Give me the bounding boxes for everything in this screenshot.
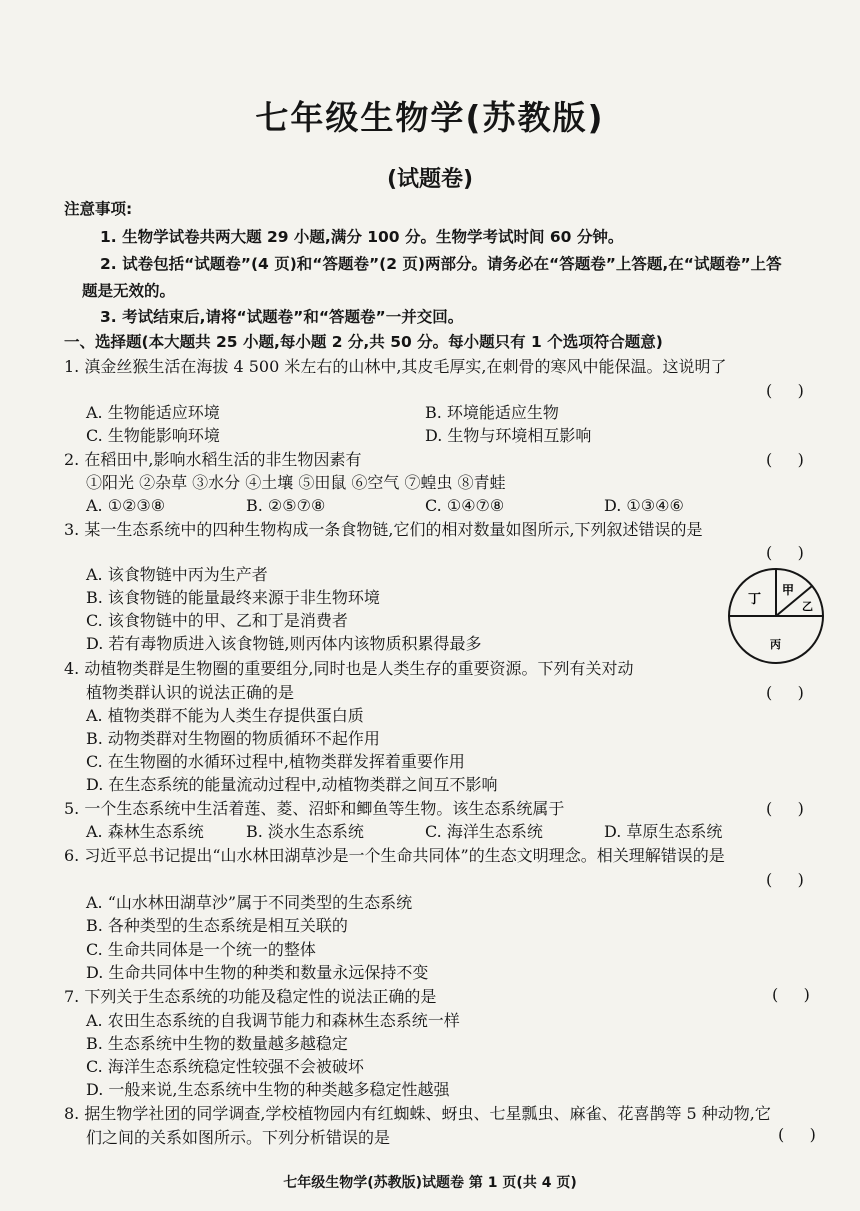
q1-option-b: B. 环境能适应生物 [425, 403, 559, 422]
notice-heading: 注意事项: [64, 200, 133, 218]
q1-stem: 1. 滇金丝猴生活在海拔 4 500 米左右的山林中,其皮毛厚实,在刺骨的寒风中能保温。这说明了 [64, 357, 727, 376]
q5-stem: 5. 一个生态系统中生活着莲、菱、沼虾和鲫鱼等生物。该生态系统属于 [64, 799, 565, 818]
q2-option-d: D. ①③④⑥ [604, 496, 684, 515]
q4-stem-line1: 4. 动植物类群是生物圈的重要组分,同时也是人类生存的重要资源。下列有关对动 [64, 659, 634, 678]
q5-option-a: A. 森林生态系统 [86, 822, 204, 841]
notice-item-2: 2. 试卷包括“试题卷”(4 页)和“答题卷”(2 页)两部分。请务必在“答题卷”上答题,在“试题卷”上答 [100, 255, 782, 273]
notice-item-3: 3. 考试结束后,请将“试题卷”和“答题卷”一并交回。 [100, 308, 464, 326]
q2-items: ①阳光 ②杂草 ③水分 ④土壤 ⑤田鼠 ⑥空气 ⑦蝗虫 ⑧青蛙 [86, 473, 506, 492]
q1-option-a: A. 生物能适应环境 [86, 403, 220, 422]
pie-label-yi: 乙 [802, 600, 813, 613]
notice-item-2-cont: 题是无效的。 [82, 282, 176, 300]
q7-option-a: A. 农田生态系统的自我调节能力和森林生态系统一样 [86, 1011, 460, 1030]
q3-pie-figure [726, 566, 826, 666]
pie-label-bing: 丙 [770, 638, 781, 651]
page-subtitle: (试题卷) [386, 167, 474, 192]
pie-label-ding: 丁 [748, 592, 762, 607]
q7-option-d: D. 一般来说,生态系统中生物的种类越多稳定性越强 [86, 1080, 450, 1099]
q8-stem-line1: 8. 据生物学社团的同学调查,学校植物园内有红蜘蛛、蚜虫、七星瓢虫、麻雀、花喜鹊等 5 种动物,它 [64, 1104, 771, 1123]
q4-option-c: C. 在生物圈的水循环过程中,植物类群发挥着重要作用 [86, 752, 465, 771]
q5-option-d: D. 草原生态系统 [604, 822, 723, 841]
q6-option-c: C. 生命共同体是一个统一的整体 [86, 940, 316, 959]
q8-answer-blank: ( ) [778, 1125, 816, 1144]
q1-option-d: D. 生物与环境相互影响 [425, 426, 592, 445]
q3-option-a: A. 该食物链中丙为生产者 [86, 565, 268, 584]
q3-option-c: C. 该食物链中的甲、乙和丁是消费者 [86, 611, 348, 630]
q7-stem: 7. 下列关于生态系统的功能及稳定性的说法正确的是 [64, 987, 437, 1006]
q4-stem-line2: 植物类群认识的说法正确的是 [86, 683, 295, 702]
q2-option-b: B. ②⑤⑦⑧ [246, 496, 326, 515]
q6-option-b: B. 各种类型的生态系统是相互关联的 [86, 916, 348, 935]
q6-option-a: A. “山水林田湖草沙”属于不同类型的生态系统 [86, 893, 413, 912]
q7-option-c: C. 海洋生态系统稳定性较强不会被破坏 [86, 1057, 364, 1076]
q4-answer-blank: ( ) [766, 683, 804, 702]
q5-option-b: B. 淡水生态系统 [246, 822, 364, 841]
q2-option-a: A. ①②③⑧ [86, 496, 166, 515]
q2-answer-blank: ( ) [766, 450, 804, 469]
q7-option-b: B. 生态系统中生物的数量越多越稳定 [86, 1034, 348, 1053]
q1-answer-blank: ( ) [766, 381, 804, 400]
q2-stem: 2. 在稻田中,影响水稻生活的非生物因素有 [64, 450, 362, 469]
q3-option-d: D. 若有毒物质进入该食物链,则丙体内该物质积累得最多 [86, 634, 482, 653]
q5-answer-blank: ( ) [766, 799, 804, 818]
page-footer: 七年级生物学(苏教版)试题卷 第 1 页(共 4 页) [283, 1175, 577, 1191]
q4-option-b: B. 动物类群对生物圈的物质循环不起作用 [86, 729, 380, 748]
section-heading: 一、选择题(本大题共 25 小题,每小题 2 分,共 50 分。每小题只有 1 个选项符合题意) [64, 333, 663, 351]
q3-answer-blank: ( ) [766, 543, 804, 562]
q1-option-c: C. 生物能影响环境 [86, 426, 220, 445]
q3-stem: 3. 某一生态系统中的四种生物构成一条食物链,它们的相对数量如图所示,下列叙述错误的是 [64, 520, 703, 539]
q7-answer-blank: ( ) [772, 985, 810, 1004]
q3-option-b: B. 该食物链的能量最终来源于非生物环境 [86, 588, 380, 607]
q6-answer-blank: ( ) [766, 870, 804, 889]
q4-option-d: D. 在生态系统的能量流动过程中,动植物类群之间互不影响 [86, 775, 498, 794]
pie-label-jia: 甲 [782, 583, 795, 597]
q4-option-a: A. 植物类群不能为人类生存提供蛋白质 [86, 706, 364, 725]
q5-option-c: C. 海洋生态系统 [425, 822, 543, 841]
q6-option-d: D. 生命共同体中生物的种类和数量永远保持不变 [86, 963, 429, 982]
q8-stem-line2: 们之间的关系如图所示。下列分析错误的是 [86, 1128, 391, 1147]
q2-option-c: C. ①④⑦⑧ [425, 496, 505, 515]
page-title: 七年级生物学(苏教版) [255, 98, 605, 137]
notice-item-1: 1. 生物学试卷共两大题 29 小题,满分 100 分。生物学考试时间 60 分钟。 [100, 228, 624, 246]
q6-stem: 6. 习近平总书记提出“山水林田湖草沙是一个生命共同体”的生态文明理念。相关理解错误的是 [64, 846, 725, 865]
